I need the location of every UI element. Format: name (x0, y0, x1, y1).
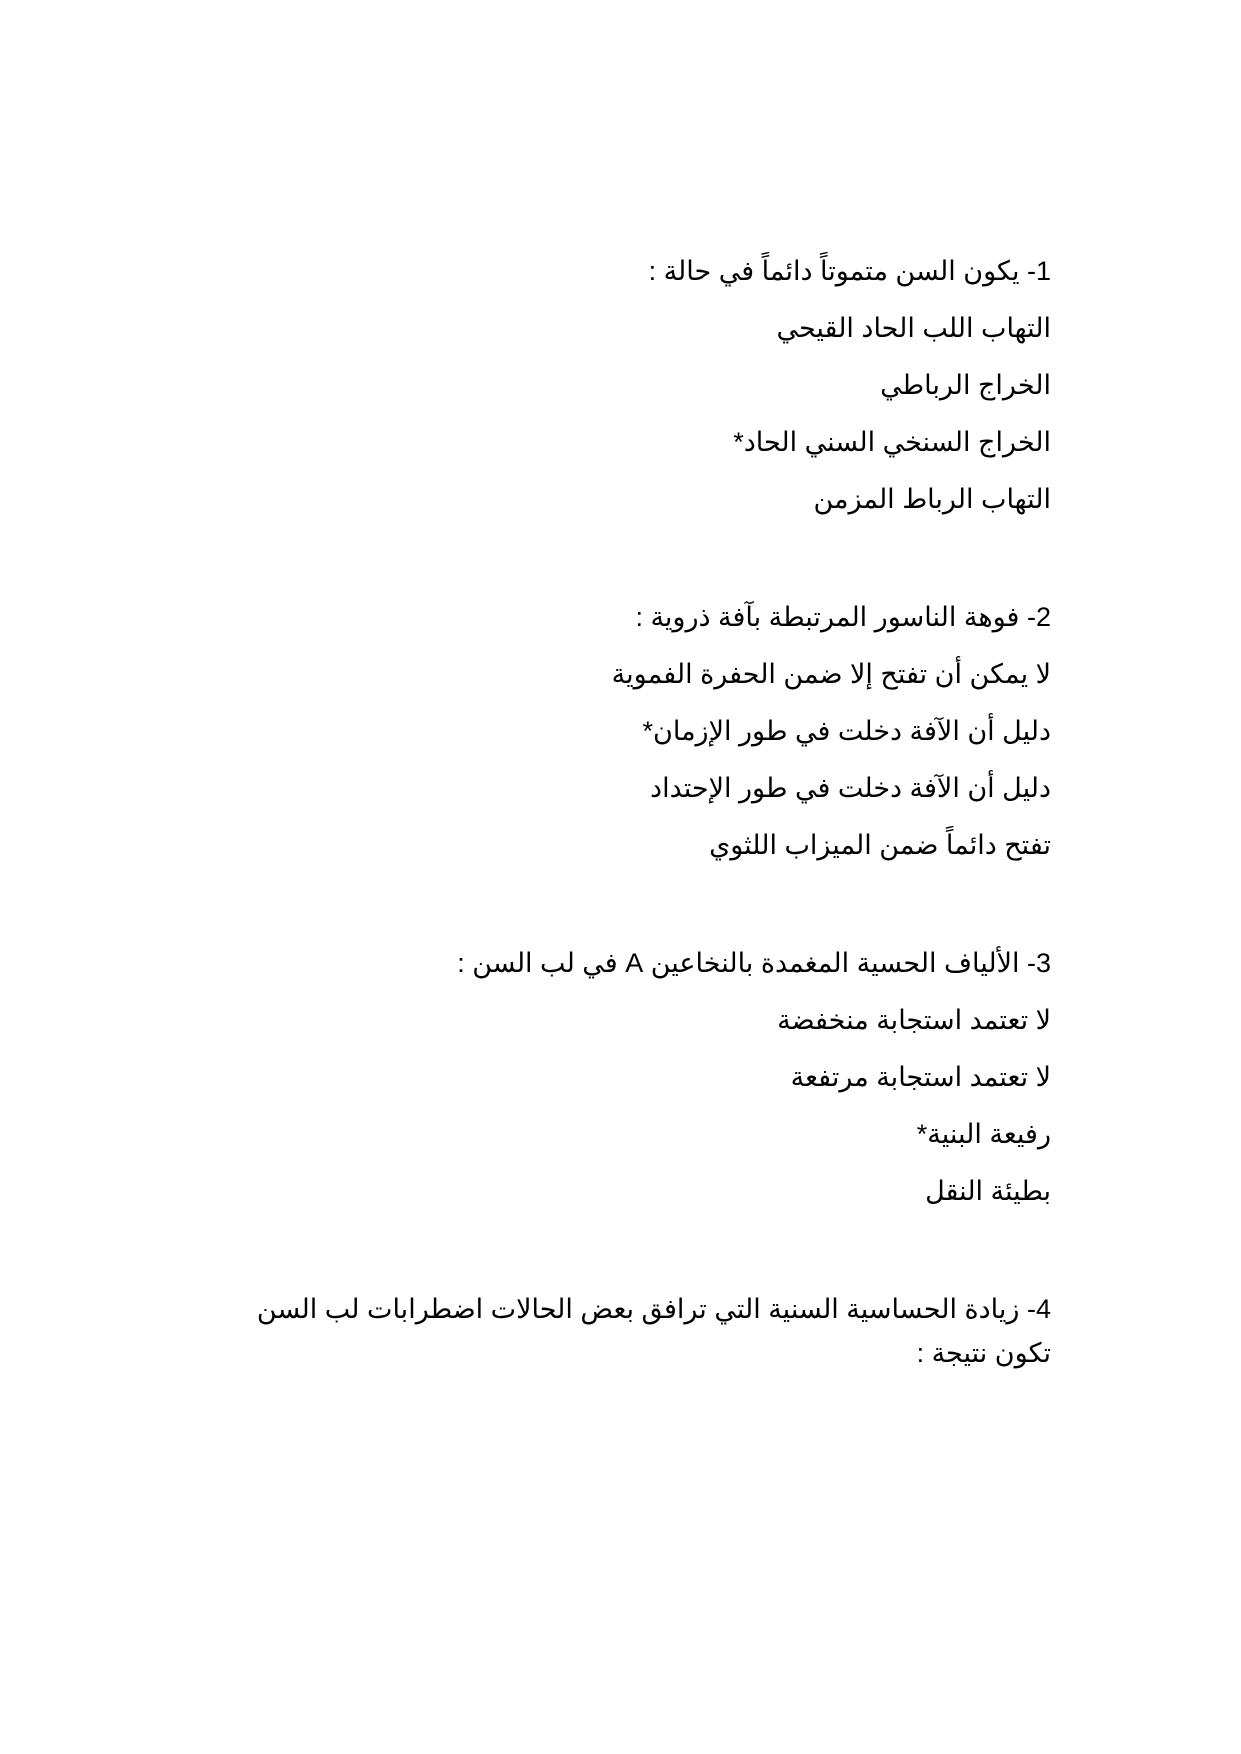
question-3-option-3: رفيعة البنية* (916, 1119, 1051, 1149)
question-3-option-4: بطيئة النقل (925, 1176, 1051, 1206)
question-2-stem: 2- فوهة الناسور المرتبطة بآفة ذروية : (635, 602, 1051, 632)
question-3-option-2: لا تعتمد استجابة مرتفعة (790, 1062, 1051, 1092)
question-2-option-3: دليل أن الآفة دخلت في طور الإحتداد (650, 773, 1051, 803)
question-2-option-1: لا يمكن أن تفتح إلا ضمن الحفرة الفموية (611, 659, 1051, 689)
question-1-option-4: التهاب الرباط المزمن (813, 484, 1051, 514)
question-1-stem: 1- يكون السن متموتاً دائماً في حالة : (648, 256, 1051, 286)
question-2-option-4: تفتح دائماً ضمن الميزاب اللثوي (709, 830, 1051, 860)
question-1-option-2: الخراج الرباطي (880, 370, 1051, 400)
question-4-stem: 4- زيادة الحساسية السنية التي ترافق بعض الحالات اضطرابات لب السن تكون نتيجة : (256, 1294, 1051, 1368)
question-3-stem: 3- الألياف الحسية المغمدة بالنخاعين A في لب السن : (457, 948, 1051, 978)
question-1-option-1: التهاب اللب الحاد القيحي (776, 313, 1051, 343)
question-3-option-1: لا تعتمد استجابة منخفضة (777, 1005, 1051, 1035)
question-1-option-3: الخراج السنخي السني الحاد* (733, 427, 1051, 457)
question-2-option-2: دليل أن الآفة دخلت في طور الإزمان* (642, 716, 1051, 746)
